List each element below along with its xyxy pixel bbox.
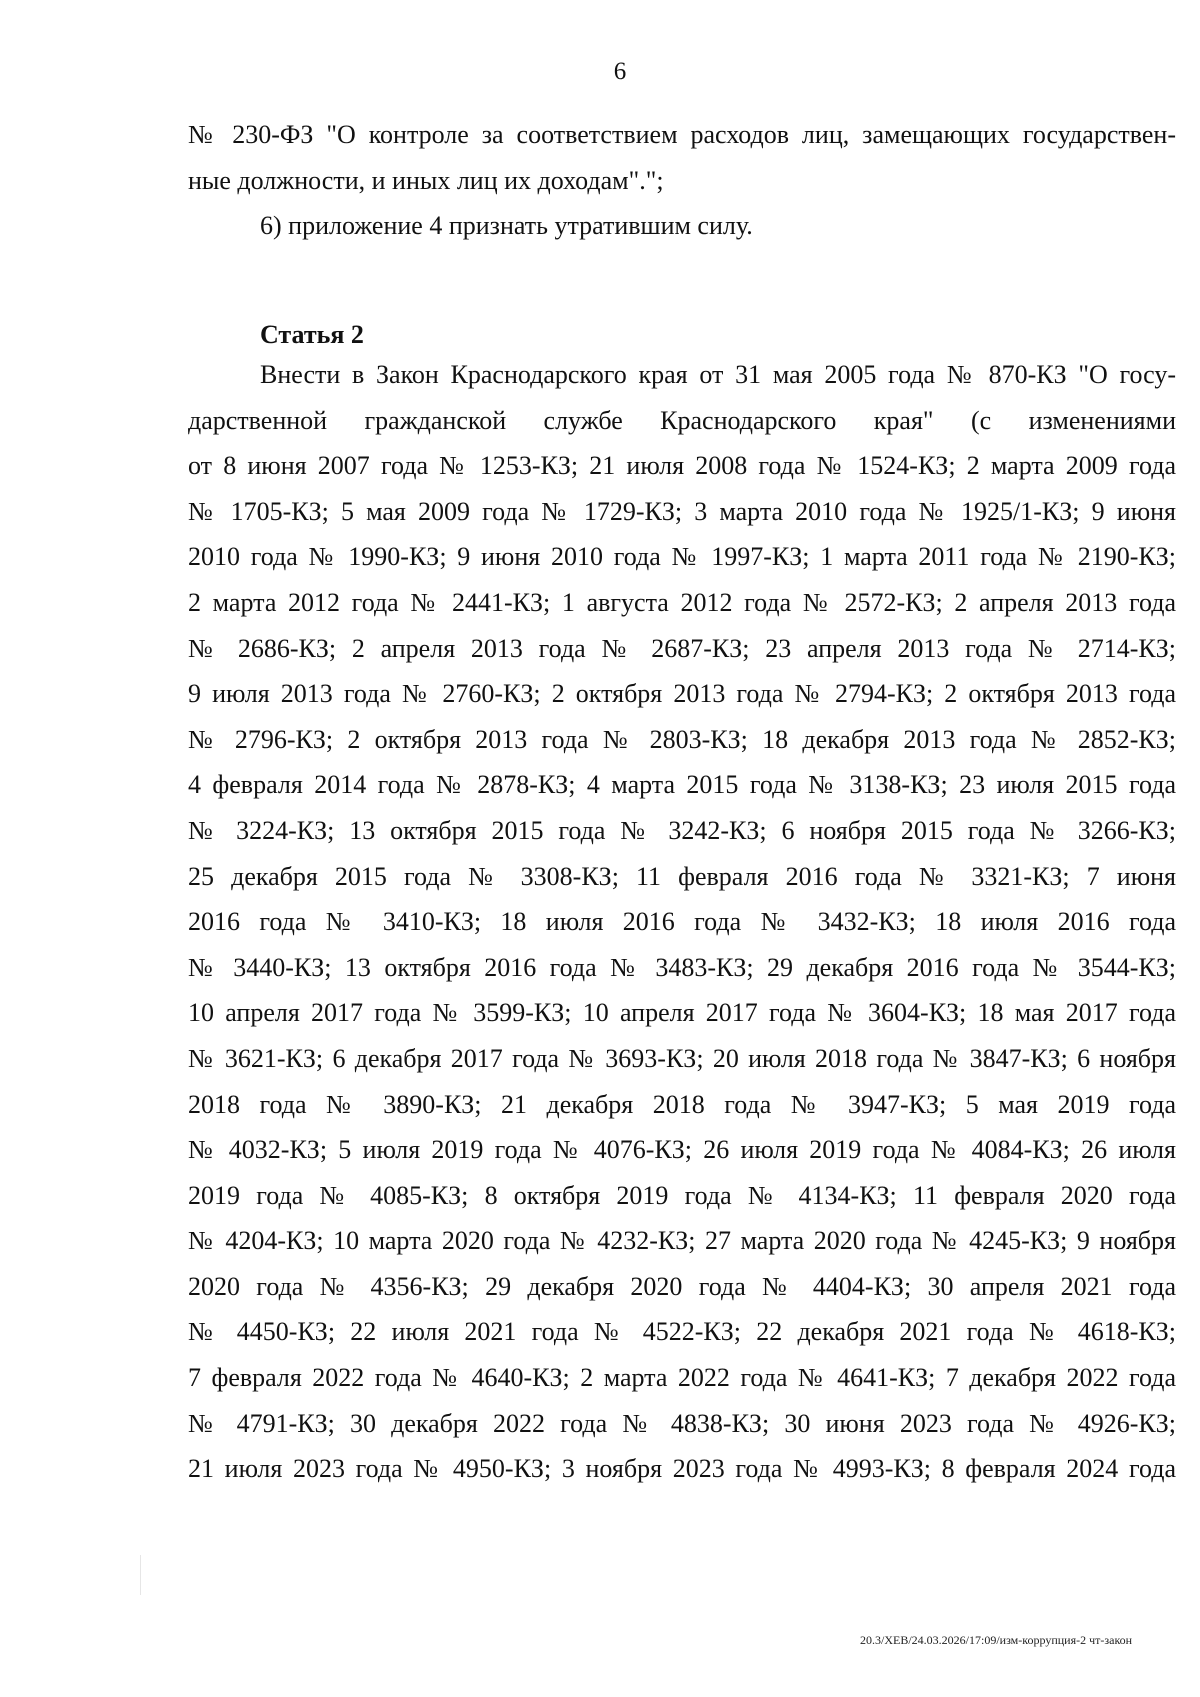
article-line: 2016 года № 3410-КЗ; 18 июля 2016 года № 3432-КЗ; 18 июля 2016 года [188,907,1176,937]
intro-line: 6) приложение 4 признать утратившим силу. [260,211,753,241]
article-line: 9 июля 2013 года № 2760-КЗ; 2 октября 2013 года № 2794-КЗ; 2 октября 2013 года [188,679,1176,709]
article-line: № 1705-КЗ; 5 мая 2009 года № 1729-КЗ; 3 марта 2010 года № 1925/1-КЗ; 9 июня [188,496,1176,526]
article-line: 2020 года № 4356-КЗ; 29 декабря 2020 года № 4404-КЗ; 30 апреля 2021 года [188,1271,1176,1301]
scan-artifact [140,1555,141,1595]
article-line: № 4450-КЗ; 22 июля 2021 года № 4522-КЗ; 22 декабря 2021 года № 4618-КЗ; [188,1317,1176,1347]
article-line: 2019 года № 4085-КЗ; 8 октября 2019 года № 4134-КЗ; 11 февраля 2020 года [188,1180,1176,1210]
article-line: дарственной гражданской службе Краснодарского края" (с изменениями [188,405,1176,435]
article-line: 25 декабря 2015 года № 3308-КЗ; 11 февраля 2016 года № 3321-КЗ; 7 июня [188,861,1176,891]
article-line: 2 марта 2012 года № 2441-КЗ; 1 августа 2012 года № 2572-КЗ; 2 апреля 2013 года [188,587,1176,617]
intro-line: ные должности, и иных лиц их доходам"."; [188,165,664,195]
article-line: 21 июля 2023 года № 4950-КЗ; 3 ноября 2023 года № 4993-КЗ; 8 февраля 2024 года [188,1454,1176,1484]
article-body [188,352,1176,1492]
article-line: № 3621-КЗ; 6 декабря 2017 года № 3693-КЗ; 20 июля 2018 года № 3847-КЗ; 6 ноября [188,1043,1176,1073]
article-heading: Статья 2 [260,320,364,349]
article-line: № 2686-КЗ; 2 апреля 2013 года № 2687-КЗ; 23 апреля 2013 года № 2714-КЗ; [188,633,1176,663]
article-line: № 4032-КЗ; 5 июля 2019 года № 4076-КЗ; 26 июля 2019 года № 4084-КЗ; 26 июля [188,1135,1176,1165]
article-line: № 2796-КЗ; 2 октября 2013 года № 2803-КЗ; 18 декабря 2013 года № 2852-КЗ; [188,724,1176,754]
article-line: от 8 июня 2007 года № 1253-КЗ; 21 июля 2008 года № 1524-КЗ; 2 марта 2009 года [188,451,1176,481]
footer-reference: 20.3/ХЕВ/24.03.2026/17:09/изм-коррупция-2 чт-закон [860,1633,1133,1647]
article-line: Внести в Закон Краснодарского края от 31 мая 2005 года № 870-КЗ "О госу- [260,360,1176,389]
article-line: № 4204-КЗ; 10 марта 2020 года № 4232-КЗ; 27 марта 2020 года № 4245-КЗ; 9 ноября [188,1226,1176,1256]
article-line: 2018 года № 3890-КЗ; 21 декабря 2018 года № 3947-КЗ; 5 мая 2019 года [188,1089,1176,1119]
page-number: 6 [613,58,627,85]
article-line: 2010 года № 1990-КЗ; 9 июня 2010 года № 1997-КЗ; 1 марта 2011 года № 2190-КЗ; [188,542,1176,572]
intro-block [188,112,1176,249]
article-line: 7 февраля 2022 года № 4640-КЗ; 2 марта 2022 года № 4641-КЗ; 7 декабря 2022 года [188,1363,1176,1393]
intro-line: № 230-ФЗ "О контроле за соответствием расходов лиц, замещающих государствен- [188,120,1176,149]
article-line: № 3440-КЗ; 13 октября 2016 года № 3483-КЗ; 29 декабря 2016 года № 3544-КЗ; [188,952,1176,982]
article-line: № 3224-КЗ; 13 октября 2015 года № 3242-КЗ; 6 ноября 2015 года № 3266-КЗ; [188,815,1176,845]
article-line: 4 февраля 2014 года № 2878-КЗ; 4 марта 2015 года № 3138-КЗ; 23 июля 2015 года [188,770,1176,800]
article-line: 10 апреля 2017 года № 3599-КЗ; 10 апреля 2017 года № 3604-КЗ; 18 мая 2017 года [188,998,1176,1028]
article-line: № 4791-КЗ; 30 декабря 2022 года № 4838-КЗ; 30 июня 2023 года № 4926-КЗ; [188,1408,1176,1438]
